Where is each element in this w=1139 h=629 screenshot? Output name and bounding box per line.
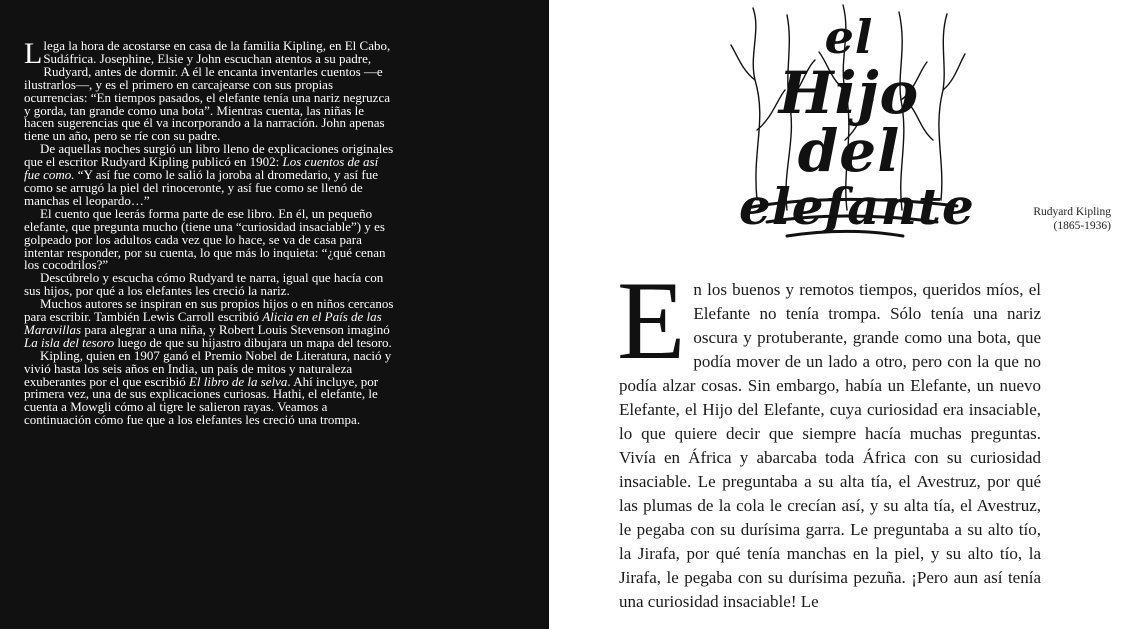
intro-text [24,37,396,428]
p3-text: El cuento que leerás forma parte de ese libro. En él, un pequeño elefante, que pregunta mucho (tiene una “curiosidad insaciable”) y es golpeado por los adultos cada vez que lo hace, se va de casa para intentar responder, por su cuenta, lo que más lo inquieta: “¿qué cenan los cocodrilos?” [24,205,386,273]
intro-paragraph-2 [24,143,396,208]
p2-before: De aquellas noches surgió un libro lleno de explicaciones originales que el escritor Rudyard Kipling publicó en 1902: [24,141,394,170]
p2-after: “Y así fue como le salió la joroba al dromedario, y así fue como se arrugó la piel del rinoceronte, y así fue como se llenó de manchas el leopardo…” [24,167,379,208]
book-title-isla: La isla del tesoro [24,334,115,350]
book-title-alicia: Alicia en el País de las Maravillas [24,309,382,337]
intro-paragraph-1-text: lega la hora de acostarse en casa de la familia Kipling, en El Cabo, Sudáfrica. Josephine, Elsie y John escuchan atentos a su padre, Rudyard, antes de dormir. A él le encanta inventarles cuentos —e ilustrarlos—, y es el primero en carcajearse con sus propias ocurrencias: “En tiempos pasados, el elefante tenía una nariz negruzca y gorda, tan grande como una bota”. Mientras cuenta, las niñas le hacen sugerencias que él va incorporando a la narración. John apenas tiene un año, pero se ríe con su padre. [24,38,391,144]
intro-paragraph-5 [24,298,396,350]
story-body: n los buenos y remotos tiempos, queridos míos, el Elefante no tenía trompa. Sólo tenía una nariz oscura y protuberante, grande como una bota, que podía mover de un lado a otro, pero con la que no podía alzar cosas. Sin embargo, había un Elefante, un nuevo Elefante, el Hijo del Elefante, cuya curiosidad era insaciable, lo que quiere decir que siempre hacía muchas preguntas. Vivía en África y abarcaba toda África con su curiosidad insaciable. Le preguntaba a su alta tía, el Avestruz, por qué las plumas de la cola le crecían así, y su alta tía, el Avestruz, le pegaba con su durísima garra. Le preguntaba a su alto tío, la Jirafa, por qué tenía manchas en la piel, y su alto tío, la Jirafa, le pegaba con su durísima pezuña. ¡Pero aun así tenía una curiosidad insaciable! Le [619,280,1041,611]
story-text [617,259,1041,614]
p5-before: Muchos autores se inspiran en sus propios hijos o en niños cercanos para escribir. También Lewis Carroll escribió [24,296,394,325]
book-title-selva: El libro de la selva [188,373,288,389]
title-line-3: elefante [739,177,975,236]
intro-paragraph-1 [24,37,396,144]
intro-paragraph-3 [24,205,396,273]
left-page [0,0,549,629]
intro-paragraph-6 [24,347,396,428]
title-line-1: el [824,10,874,64]
author-name: Rudyard Kipling [1033,206,1111,218]
book-title-cuentos: Los cuentos de así fue como. [24,154,379,183]
author-years: (1865-1936) [1053,220,1111,232]
p6-before: Kipling, quien en 1907 ganó el Premio Nobel de Literatura, nació y vivió hasta los seis años en India, un país de mitos y naturaleza exuberantes por el que escribió [24,347,392,389]
p5-after: luego de que su hijastro dibujara un mapa del tesoro. [114,334,392,350]
title-line-2: Hijo del [778,59,920,185]
right-page [549,0,1139,629]
intro-dropcap: L [24,37,43,70]
book-title [739,10,975,236]
p4-text: Descúbrelo y escucha cómo Rudyard te narra, igual que hacía con sus hijos, por qué a los elefantes les creció la nariz. [24,270,384,299]
story-dropcap: E [617,259,686,383]
author-credit [1033,205,1111,233]
p6-after: . Ahí incluye, por primera vez, una de sus explicaciones curiosas. Hathi, el elefante, le cuenta a Mowgli cómo al tigre le salieron rayas. Veamos a continuación cómo fue que a los elefantes les creció una trompa. [24,373,379,428]
p5-middle: para alegrar a una niña, y Robert Louis Stevenson imaginó [81,321,390,337]
intro-paragraph-4 [24,272,396,298]
